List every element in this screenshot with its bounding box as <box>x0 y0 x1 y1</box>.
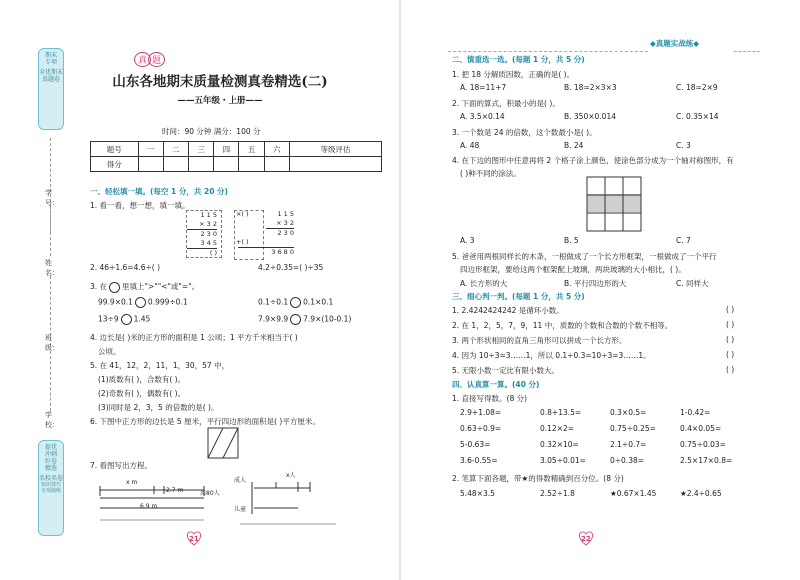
section-tag: ◆真题实战练◆ <box>650 39 700 48</box>
strip-text: 名校名卷 <box>39 475 64 482</box>
score-table <box>90 141 382 172</box>
page-number: 21 <box>189 535 199 543</box>
score-input-cell[interactable] <box>264 157 289 172</box>
question-3 <box>90 281 199 293</box>
compare-expr: 0.1×0.1 <box>303 297 334 307</box>
score-input-cell[interactable] <box>188 157 213 172</box>
question-text: ( )种不同的涂法。 <box>460 169 521 178</box>
question-text: 公顷。 <box>98 347 121 356</box>
class-label: 班级： <box>45 334 59 352</box>
time-score-line: 时间：90 分钟 满分：100 分 <box>162 127 261 136</box>
answer-paren[interactable]: ( ) <box>726 305 735 314</box>
calc-item: 2.9+1.08= <box>460 408 502 417</box>
compare-row <box>98 314 150 325</box>
diagram-label: 共80人 <box>200 490 220 497</box>
calc-line: ×( ) <box>236 210 249 218</box>
header-dash-line <box>734 51 760 52</box>
strip-text: 全优期末真题卷 <box>39 69 64 83</box>
page-fold <box>399 0 401 580</box>
compare-expr: 7.9×(10-0.1) <box>303 314 352 324</box>
diagram-label: 成人 <box>234 477 247 484</box>
name-label: 姓名： <box>45 259 59 277</box>
table-cell: 二 <box>163 142 188 157</box>
diagram-label: 6.9 m <box>140 503 158 510</box>
judge-item: 2. 在 1，2，5，7，9，11 中，质数的个数和合数的个数不相等。 <box>452 321 673 330</box>
diagram-label: 儿童 <box>234 506 247 513</box>
question-text: 6. 下图中正方形的边长是 5 厘米，平行四边形的面积是( )平方厘米。 <box>90 417 320 426</box>
calc-line: 2 3 0 <box>277 229 294 237</box>
vertical-calc-1 <box>186 210 222 258</box>
calc-item: 1-0.42= <box>680 408 711 417</box>
option-b[interactable]: B. 平行四边形的大 <box>564 279 627 288</box>
strip-text: 期末 <box>44 52 57 59</box>
calc-item: 3.6-0.55= <box>460 456 498 465</box>
calc-rule <box>238 238 294 248</box>
answer-paren[interactable]: ( ) <box>726 335 735 344</box>
option-c[interactable]: C. 18=2×9 <box>676 83 718 92</box>
calc-item: 0.63÷0.9= <box>460 424 502 433</box>
question-text: 2. 下面的算式，积最小的是( )。 <box>452 99 560 108</box>
question-text: 5. 在 41，12，2，11，1，30，57 中， <box>90 361 230 370</box>
question-text: 3. 一个数是 24 的倍数，这个数最小是( )。 <box>452 128 597 137</box>
option-c[interactable]: C. 3 <box>676 141 691 150</box>
compare-row <box>258 314 351 325</box>
header-dash-line <box>448 51 648 52</box>
option-b[interactable]: B. 18=2×3×3 <box>564 83 617 92</box>
calc-item: 0÷0.38= <box>610 456 645 465</box>
answer-paren[interactable]: ( ) <box>726 320 735 329</box>
diagonal-line <box>223 428 238 458</box>
calc-line: +( ) <box>236 238 249 246</box>
compare-expr: 0.999÷0.1 <box>147 297 188 307</box>
compare-expr: 7.9×9.9 <box>258 314 289 324</box>
segment-diagram <box>94 474 214 524</box>
title-block <box>98 52 342 112</box>
circle-blank[interactable] <box>290 297 301 308</box>
table-row <box>91 142 382 157</box>
score-input-cell[interactable] <box>289 157 381 172</box>
badge-ti: 题 <box>148 52 165 67</box>
strip-text: 冲刺 <box>44 451 57 458</box>
compare-row <box>98 297 188 308</box>
option-a[interactable]: A. 3 <box>460 236 475 245</box>
option-c[interactable]: C. 7 <box>676 236 691 245</box>
table-cell: 三 <box>188 142 213 157</box>
table-cell: 五 <box>239 142 264 157</box>
table-cell: 六 <box>264 142 289 157</box>
judge-item: 5. 无限小数一定比有限小数大。 <box>452 366 560 375</box>
answer-paren[interactable]: ( ) <box>726 350 735 359</box>
calc-item: 0.75÷0.25= <box>610 424 656 433</box>
diagram-label: x m <box>126 479 138 486</box>
calc-line: × 3 2 <box>187 220 217 230</box>
page-number: 22 <box>581 535 591 543</box>
school-label: 学校： <box>45 411 59 429</box>
calc-item: 3.05÷0.01= <box>540 456 586 465</box>
shaded-row <box>587 194 641 212</box>
diagram-label: 2.7 m <box>166 487 184 494</box>
calc-item: 0.75÷0.03= <box>680 440 726 449</box>
section-heading: 一、轻松填一填。(每空 1 分，共 20 分) <box>90 187 228 196</box>
diagram-label: x人 <box>286 472 296 479</box>
calc-item: 0.12×2= <box>540 424 575 433</box>
compare-row <box>258 297 333 308</box>
circle-blank[interactable] <box>121 314 132 325</box>
question-text: 里填上">""<"或"="。 <box>122 282 200 291</box>
score-input-cell[interactable] <box>239 157 264 172</box>
strip-top-tag <box>38 48 64 130</box>
strip-bottom-tag <box>38 440 64 536</box>
section-heading: 四、认真算一算。(40 分) <box>452 380 540 389</box>
option-b[interactable]: B. 24 <box>564 141 584 150</box>
table-cell: 得分 <box>91 157 139 172</box>
question-text: (1)质数有( )，合数有( )。 <box>98 375 186 384</box>
judge-item: 4. 因为 10÷3=3……1，所以 0.1÷0.3=10÷3=3……1。 <box>452 351 651 360</box>
strip-text: 提优 <box>44 444 57 451</box>
circle-blank[interactable] <box>290 314 301 325</box>
section-heading: 二、慎重选一选。(每题 1 分，共 5 分) <box>452 55 585 64</box>
question-text: 4.2÷0.35=( )÷35 <box>258 263 324 272</box>
section-heading: 三、细心判一判。(每题 1 分，共 5 分) <box>452 292 585 301</box>
grid-figure <box>586 176 642 232</box>
circle-blank[interactable] <box>109 282 120 293</box>
option-a[interactable]: A. 18=11+7 <box>460 83 507 92</box>
score-input-cell[interactable] <box>214 157 239 172</box>
calc-line: 1 1 5 <box>200 211 217 219</box>
judge-item: 3. 两个形状相同的直角三角形可以拼成一个长方形。 <box>452 336 627 345</box>
question-text: 1. 直接写得数。(8 分) <box>452 394 528 403</box>
square-parallelogram-figure <box>206 426 246 460</box>
people-diagram <box>232 472 342 528</box>
compare-expr: 0.1÷0.1 <box>258 297 289 307</box>
compare-expr: 1.45 <box>133 314 151 324</box>
question-text: 4. 边长是( )米的正方形的面积是 1 公顷；1 平方千米相当于( ) <box>90 333 298 342</box>
square-shape <box>208 428 238 458</box>
question-text: 5. 爸爸用两根同样长的木条，一根做成了一个长方形框架，一根做成了一个平行 <box>452 252 717 261</box>
diagonal-line <box>208 428 223 458</box>
question-text: 2. 笔算下面各题，带★的得数精确到百分位。(8 分) <box>452 474 624 483</box>
score-input-cell[interactable] <box>163 157 188 172</box>
option-a[interactable]: A. 48 <box>460 141 480 150</box>
badge-zhen: 真 <box>134 52 151 67</box>
option-b[interactable]: B. 350×0.014 <box>564 112 616 121</box>
strip-text: 知识技巧专项演练 <box>40 482 61 494</box>
calc-line: ( ) <box>209 249 217 257</box>
dash-divider <box>50 206 52 256</box>
option-c[interactable]: C. 同样大 <box>676 279 709 288</box>
table-cell: 题号 <box>91 142 139 157</box>
calc-item: 2.1÷0.7= <box>610 440 647 449</box>
judge-item: 1. 2.4242424242 是循环小数。 <box>452 306 564 315</box>
calc-item: 2.52÷1.8 <box>540 489 575 498</box>
page-title: 山东各地期末质量检测真卷精选(二) <box>112 74 328 90</box>
question-text: 4. 在下边的图形中任意再将 2 个格子涂上颜色，使涂色部分成为一个轴对称图形，有 <box>452 156 734 165</box>
option-a[interactable]: A. 长方形的大 <box>460 279 508 288</box>
vertical-calc-2 <box>234 210 296 258</box>
compare-expr: 13÷9 <box>98 314 119 324</box>
calc-item: ★0.67×1.45 <box>610 489 657 498</box>
calc-line: 1 1 5 <box>277 210 294 218</box>
calc-item: 0.8+13.5= <box>540 408 582 417</box>
calc-line: × 3 2 <box>266 219 294 229</box>
calc-line: 3 4 5 <box>187 239 217 249</box>
calc-line: 3 6 8 0 <box>271 248 294 256</box>
calc-item: 0.3×0.5= <box>610 408 647 417</box>
strip-text: 精选 <box>44 465 57 472</box>
question-text: (3)同时是 2，3，5 的倍数的是( )。 <box>98 403 219 412</box>
option-b[interactable]: B. 5 <box>564 236 579 245</box>
question-text: 2. 46÷1.6=4.6÷( ) <box>90 263 161 272</box>
answer-paren[interactable]: ( ) <box>726 365 735 374</box>
question-text: 3. 在 <box>90 282 108 291</box>
table-cell: 等级评估 <box>289 142 381 157</box>
option-c[interactable]: C. 0.35×14 <box>676 112 719 121</box>
calc-item: 0.4×0.05= <box>680 424 722 433</box>
table-cell: 一 <box>138 142 163 157</box>
compare-expr: 99.9×0.1 <box>98 297 133 307</box>
table-cell: 四 <box>214 142 239 157</box>
question-text: (2)奇数有( )，偶数有( )。 <box>98 389 186 398</box>
dash-divider <box>50 351 52 411</box>
student-number-label: 学号： <box>45 189 59 207</box>
calc-item: 5-0.63= <box>460 440 491 449</box>
calc-item: 0.32×10= <box>540 440 579 449</box>
strip-text: 好卷 <box>44 458 57 465</box>
question-text: 1. 看一看，想一想，填一填。 <box>90 201 190 210</box>
side-strip <box>38 48 64 548</box>
question-text: 四边形框架，要给这两个框架配上玻璃，两块玻璃的大小相比，( )。 <box>460 265 686 274</box>
circle-blank[interactable] <box>135 297 146 308</box>
calc-line: 2 3 0 <box>200 230 217 238</box>
page-subtitle: ——五年级・上册—— <box>177 96 263 106</box>
calc-item: 2.5×17×0.8= <box>680 456 733 465</box>
strip-text: 专项 <box>44 59 57 66</box>
option-a[interactable]: A. 3.5×0.14 <box>460 112 505 121</box>
question-text: 7. 看图写出方程。 <box>90 461 153 470</box>
calc-item: ★2.4÷0.65 <box>680 489 722 498</box>
score-input-cell[interactable] <box>138 157 163 172</box>
table-row <box>91 157 382 172</box>
question-text: 1. 把 18 分解质因数，正确的是( )。 <box>452 70 575 79</box>
calc-item: 5.48×3.5 <box>460 489 495 498</box>
